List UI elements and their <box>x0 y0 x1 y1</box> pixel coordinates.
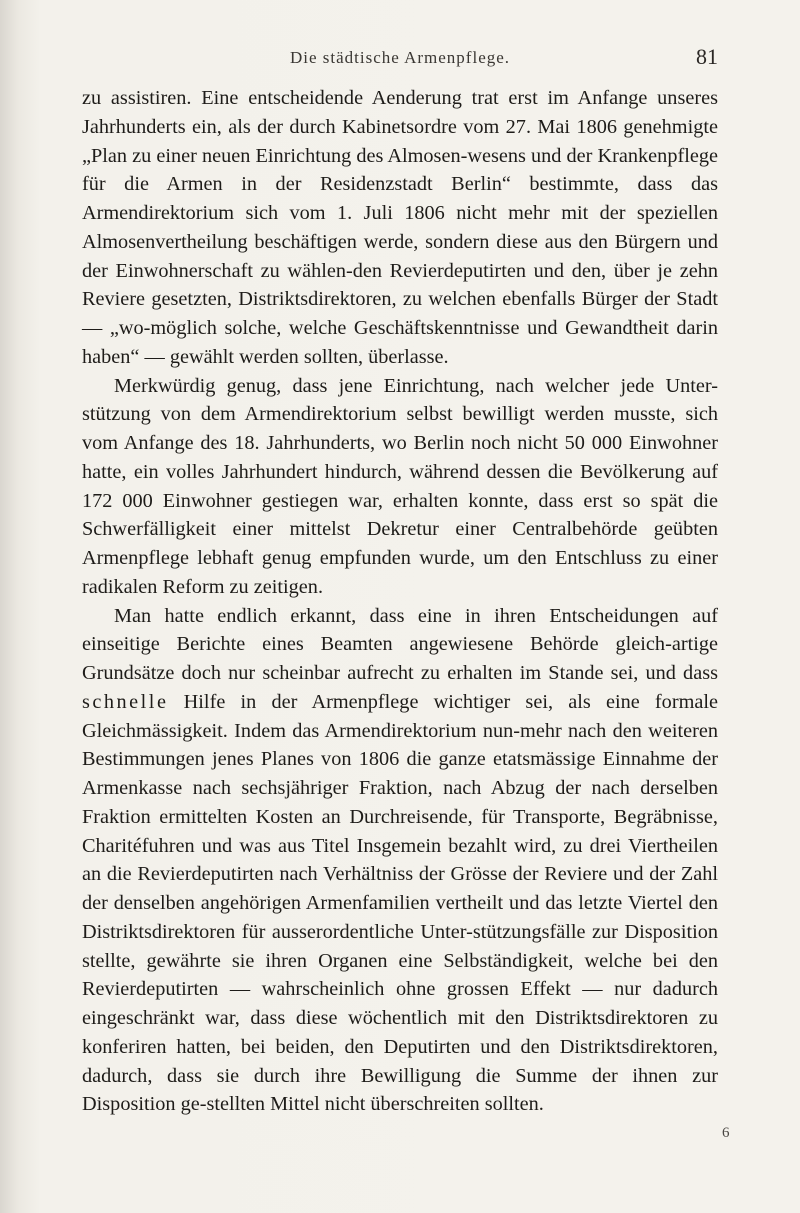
running-head <box>82 44 718 74</box>
paragraph-3 <box>82 602 718 1120</box>
paragraph-2: Merkwürdig genug, dass jene Einrichtung, nach welcher jede Unter-stützung von dem Armendirektorium selbst bewilligt werden musste, sich vom Anfange des 18. Jahrhunderts, wo Berlin noch nicht 50 000 Einwohner hatte, ein volles Jahrhundert hindurch, während dessen die Bevölkerung auf 172 000 Einwohner gestiegen war, erhalten konnte, dass erst so spät die Schwerfälligkeit einer mittelst Dekretur einer Centralbehörde geübten Armenpflege lebhaft genug empfunden wurde, um den Entschluss zu einer radikalen Reform zu zeitigen. <box>82 374 718 598</box>
running-title: Die städtische Armenpflege. <box>289 48 511 67</box>
signature-mark: 6 <box>722 1125 730 1141</box>
paragraph-1: zu assistiren. Eine entscheidende Aenderung trat erst im Anfange unseres Jahrhunderts ein, als der durch Kabinetsordre vom 27. Mai 1806 genehmigte „Plan zu einer neuen Einrichtung des Almosen-wesens und der Krankenpflege für die Armen in der Residenzstadt Berlin“ bestimmte, dass das Armendirektorium sich vom 1. Juli 1806 nicht mehr mit der speziellen Almosenvertheilung beschäftigen werde, sondern diese aus den Bürgern und der Einwohnerschaft zu wählen-den Revierdeputirten und den, über je zehn Reviere gesetzten, Distriktsdirektoren, zu welchen ebenfalls Bürger der Stadt — „wo-möglich solche, welche Geschäftskenntnisse und Gewandtheit darin haben“ — gewählt werden sollten, überlasse. <box>82 87 718 368</box>
paragraph-3-part-1: Man hatte endlich erkannt, dass eine in ihren Entscheidungen auf einseitige Berichte eines Beamten angewiesene Behörde gleich-artige Grundsätze doch nur scheinbar aufrecht zu erhalten im Stande sei, und dass <box>82 604 718 684</box>
page-number: 81 <box>696 44 718 69</box>
paragraph-3-part-2: Hilfe in der Armenpflege wichtiger sei, als eine formale Gleichmässigkeit. Indem das Armendirektorium nun-mehr nach den weiteren Bestimmungen jenes Planes von 1806 die ganze etatsmässige Einnahme der Armenkasse nach sechsjähriger Fraktion, nach Abzug der nach derselben Fraktion ermittelten Kosten an Durchreisende, für Transporte, Begräbnisse, Charitéfuhren und was aus Titel Insgemein bezahlt wird, zu drei Viertheilen an die Revierdeputirten nach Verhältniss der Grösse der Reviere und der Zahl der denselben angehörigen Armenfamilien vertheilt und das letzte Viertel den Distriktsdirektoren für ausserordentliche Unter-stützungsfälle zur Disposition stellte, gewährte sie ihren Organen eine Selbständigkeit, welche bei den Revierdeputirten — wahrscheinlich ohne grossen Effekt — nur dadurch eingeschränkt war, dass diese wöchentlich mit den Distriktsdirektoren zu konferiren hatten, bei beiden, den Deputirten und den Distriktsdirektoren, dadurch, dass sie durch ihre Bewilligung die Summe der ihnen zur Disposition ge-stellten Mittel nicht überschreiten sollten. <box>82 690 718 1116</box>
body-text <box>82 84 718 1119</box>
emphasized-word: schnelle <box>82 690 169 713</box>
